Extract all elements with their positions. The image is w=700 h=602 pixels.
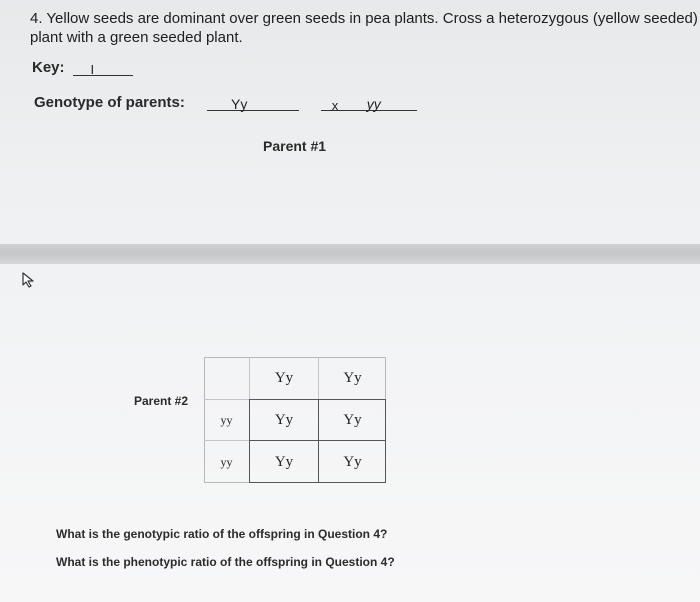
offspring-cell: Yy [274,453,294,470]
key-row [32,59,133,76]
genotype-label: Genotype of parents: [34,94,185,111]
top-allele-2: Yy [343,369,362,386]
top-allele-1: Yy [274,369,294,386]
genotypic-ratio-question: What is the genotypic ratio of the offspring in Question 4? [56,527,388,541]
phenotypic-ratio-question: What is the phenotypic ratio of the offspring in Question 4? [56,555,395,569]
cross-symbol: x [331,98,339,113]
parent1-label: Parent #1 [263,138,327,154]
parent2-genotype: yy [366,96,381,112]
offspring-cell: Yy [343,453,362,470]
mouse-cursor-icon [22,272,36,288]
side-allele-1: yy [220,412,233,427]
parent1-blank [207,96,299,111]
offspring-cell: Yy [274,411,294,428]
offspring-cell: Yy [343,411,362,428]
question-line-2: plant with a green seeded plant. [30,29,243,46]
key-value: I [90,62,95,77]
genotype-answer [207,96,417,118]
parent2-label: Parent #2 [134,394,189,408]
page-divider [0,244,700,264]
punnett-square [204,357,386,483]
question-line-1: 4. Yellow seeds are dominant over green seeds in pea plants. Cross a heterozygous (yellow seeded) [30,10,698,27]
parent1-genotype: Yy [231,96,248,112]
key-blank [73,61,133,76]
key-label: Key: [32,59,65,76]
side-allele-2: yy [220,454,233,469]
